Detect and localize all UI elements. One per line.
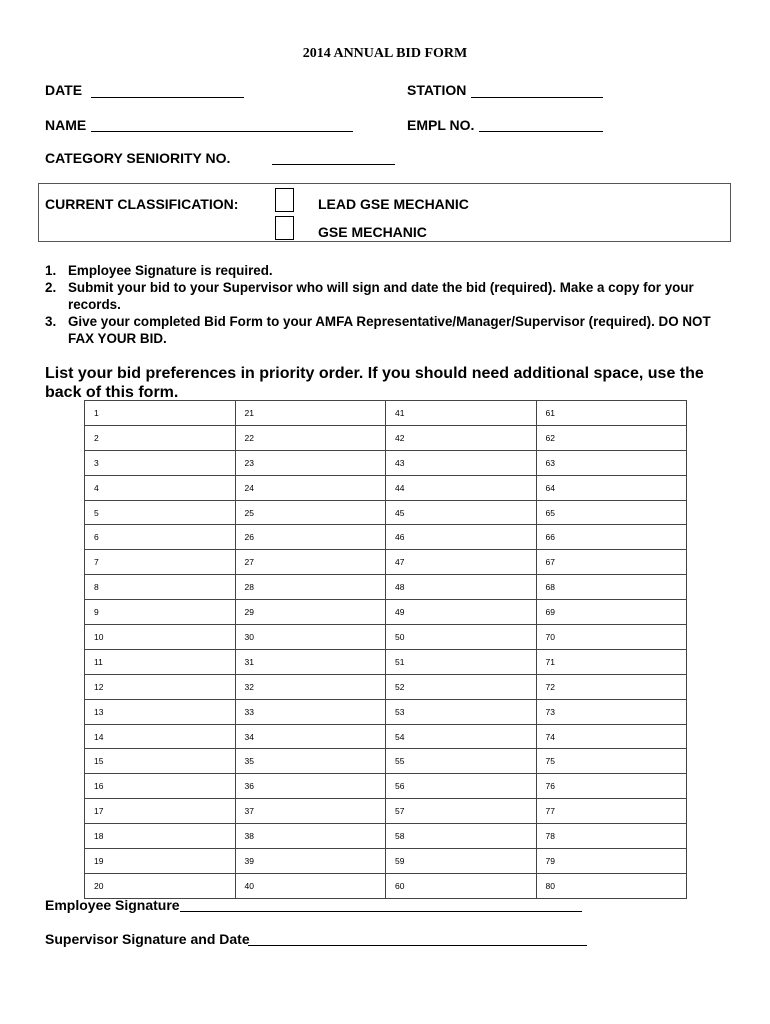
preference-cell[interactable]: 45 — [386, 500, 537, 525]
empl-no-field[interactable] — [479, 131, 603, 132]
lead-gse-mechanic-checkbox[interactable] — [275, 188, 294, 212]
preference-cell[interactable]: 16 — [85, 774, 236, 799]
preference-cell[interactable]: 18 — [85, 824, 236, 849]
preference-cell[interactable]: 7 — [85, 550, 236, 575]
preference-cell[interactable]: 66 — [536, 525, 687, 550]
preference-cell[interactable]: 38 — [235, 824, 386, 849]
preference-cell[interactable]: 31 — [235, 649, 386, 674]
preference-cell[interactable]: 72 — [536, 674, 687, 699]
preference-cell[interactable]: 49 — [386, 600, 537, 625]
preference-cell[interactable]: 50 — [386, 625, 537, 650]
preference-cell[interactable]: 57 — [386, 799, 537, 824]
instruction-item — [45, 279, 735, 313]
preference-cell[interactable]: 9 — [85, 600, 236, 625]
station-field[interactable] — [471, 97, 603, 98]
preference-cell[interactable]: 8 — [85, 575, 236, 600]
preference-cell[interactable]: 29 — [235, 600, 386, 625]
table-row — [85, 873, 687, 898]
preferences-heading: List your bid preferences in priority order. If you should need additional space, use the back of this form. — [45, 365, 704, 401]
gse-mechanic-label: GSE MECHANIC — [318, 224, 427, 240]
instruction-text: Submit your bid to your Supervisor who will sign and date the bid (required). Make a copy for your records. — [68, 280, 694, 312]
preference-cell[interactable]: 56 — [386, 774, 537, 799]
preference-cell[interactable]: 14 — [85, 724, 236, 749]
preference-cell[interactable]: 35 — [235, 749, 386, 774]
date-label: DATE — [45, 82, 83, 98]
preference-cell[interactable]: 36 — [235, 774, 386, 799]
preference-cell[interactable]: 61 — [536, 401, 687, 426]
preference-cell[interactable]: 54 — [386, 724, 537, 749]
category-seniority-label: CATEGORY SENIORITY NO. — [45, 150, 231, 166]
preference-cell[interactable]: 60 — [386, 873, 537, 898]
name-label: NAME — [45, 117, 87, 133]
employee-signature-field[interactable] — [180, 911, 582, 912]
preference-cell[interactable]: 27 — [235, 550, 386, 575]
preference-cell[interactable]: 69 — [536, 600, 687, 625]
preference-cell[interactable]: 25 — [235, 500, 386, 525]
preference-cell[interactable]: 65 — [536, 500, 687, 525]
preference-cell[interactable]: 62 — [536, 425, 687, 450]
instruction-text: Give your completed Bid Form to your AMFA Representative/Manager/Supervisor (required). DO NOT FAX YOUR BID. — [68, 314, 711, 346]
station-label: STATION — [407, 82, 467, 98]
table-row — [85, 401, 687, 426]
preference-cell[interactable]: 13 — [85, 699, 236, 724]
classification-label: CURRENT CLASSIFICATION: — [45, 196, 239, 212]
supervisor-signature-field[interactable] — [248, 945, 587, 946]
preference-cell[interactable]: 78 — [536, 824, 687, 849]
table-row — [85, 724, 687, 749]
preference-cell[interactable]: 47 — [386, 550, 537, 575]
preference-cell[interactable]: 53 — [386, 699, 537, 724]
preference-cell[interactable]: 52 — [386, 674, 537, 699]
instruction-item — [45, 262, 735, 279]
instruction-number: 1. — [45, 263, 57, 278]
preference-cell[interactable]: 37 — [235, 799, 386, 824]
table-row — [85, 525, 687, 550]
table-row — [85, 450, 687, 475]
preference-cell[interactable]: 20 — [85, 873, 236, 898]
preference-cell[interactable]: 15 — [85, 749, 236, 774]
table-row — [85, 575, 687, 600]
preference-cell[interactable]: 58 — [386, 824, 537, 849]
preference-cell[interactable]: 40 — [235, 873, 386, 898]
preference-cell[interactable]: 64 — [536, 475, 687, 500]
instructions-list — [45, 262, 735, 347]
table-row — [85, 749, 687, 774]
instruction-number: 2. — [45, 280, 57, 295]
preference-cell[interactable]: 39 — [235, 849, 386, 874]
date-field[interactable] — [91, 97, 244, 98]
empl-no-label: EMPL NO. — [407, 117, 475, 133]
preference-cell[interactable]: 23 — [235, 450, 386, 475]
preference-cell[interactable]: 28 — [235, 575, 386, 600]
preference-cell[interactable]: 59 — [386, 849, 537, 874]
form-title: 2014 ANNUAL BID FORM — [302, 46, 468, 61]
preference-cell[interactable]: 12 — [85, 674, 236, 699]
preference-cell[interactable]: 2 — [85, 425, 236, 450]
preference-cell[interactable]: 44 — [386, 475, 537, 500]
preference-cell[interactable]: 4 — [85, 475, 236, 500]
preference-cell[interactable]: 1 — [85, 401, 236, 426]
gse-mechanic-checkbox[interactable] — [275, 216, 294, 240]
preference-cell[interactable]: 34 — [235, 724, 386, 749]
table-row — [85, 475, 687, 500]
table-row — [85, 600, 687, 625]
bid-preferences-table — [84, 400, 687, 899]
preference-cell[interactable]: 73 — [536, 699, 687, 724]
preference-cell[interactable]: 3 — [85, 450, 236, 475]
table-row — [85, 849, 687, 874]
preference-cell[interactable]: 79 — [536, 849, 687, 874]
preference-cell[interactable]: 11 — [85, 649, 236, 674]
preference-cell[interactable]: 32 — [235, 674, 386, 699]
preference-cell[interactable]: 77 — [536, 799, 687, 824]
preference-cell[interactable]: 68 — [536, 575, 687, 600]
category-seniority-field[interactable] — [272, 164, 395, 165]
preference-cell[interactable]: 55 — [386, 749, 537, 774]
preference-cell[interactable]: 42 — [386, 425, 537, 450]
table-row — [85, 824, 687, 849]
table-row — [85, 500, 687, 525]
preference-cell[interactable]: 76 — [536, 774, 687, 799]
table-row — [85, 649, 687, 674]
employee-signature-label: Employee Signature — [45, 897, 180, 913]
preference-cell[interactable]: 6 — [85, 525, 236, 550]
preference-cell[interactable]: 70 — [536, 625, 687, 650]
preference-cell[interactable]: 80 — [536, 873, 687, 898]
table-row — [85, 774, 687, 799]
name-field[interactable] — [91, 131, 353, 132]
instruction-text: Employee Signature is required. — [68, 263, 273, 278]
preference-cell[interactable]: 46 — [386, 525, 537, 550]
preference-cell[interactable]: 5 — [85, 500, 236, 525]
preference-cell[interactable]: 51 — [386, 649, 537, 674]
preference-cell[interactable]: 24 — [235, 475, 386, 500]
preference-cell[interactable]: 33 — [235, 699, 386, 724]
preference-cell[interactable]: 74 — [536, 724, 687, 749]
preference-cell[interactable]: 67 — [536, 550, 687, 575]
preference-cell[interactable]: 43 — [386, 450, 537, 475]
table-row — [85, 550, 687, 575]
preference-cell[interactable]: 19 — [85, 849, 236, 874]
table-row — [85, 674, 687, 699]
table-row — [85, 425, 687, 450]
preference-cell[interactable]: 41 — [386, 401, 537, 426]
preference-cell[interactable]: 21 — [235, 401, 386, 426]
table-row — [85, 699, 687, 724]
supervisor-signature-label: Supervisor Signature and Date — [45, 931, 250, 947]
lead-gse-mechanic-label: LEAD GSE MECHANIC — [318, 196, 469, 212]
table-row — [85, 799, 687, 824]
preference-cell[interactable]: 22 — [235, 425, 386, 450]
preference-cell[interactable]: 10 — [85, 625, 236, 650]
table-row — [85, 625, 687, 650]
preference-cell[interactable]: 17 — [85, 799, 236, 824]
preference-cell[interactable]: 63 — [536, 450, 687, 475]
preference-cell[interactable]: 48 — [386, 575, 537, 600]
preference-cell[interactable]: 71 — [536, 649, 687, 674]
instruction-item — [45, 313, 735, 347]
instruction-number: 3. — [45, 314, 57, 329]
preference-cell[interactable]: 75 — [536, 749, 687, 774]
preference-cell[interactable]: 26 — [235, 525, 386, 550]
preference-cell[interactable]: 30 — [235, 625, 386, 650]
